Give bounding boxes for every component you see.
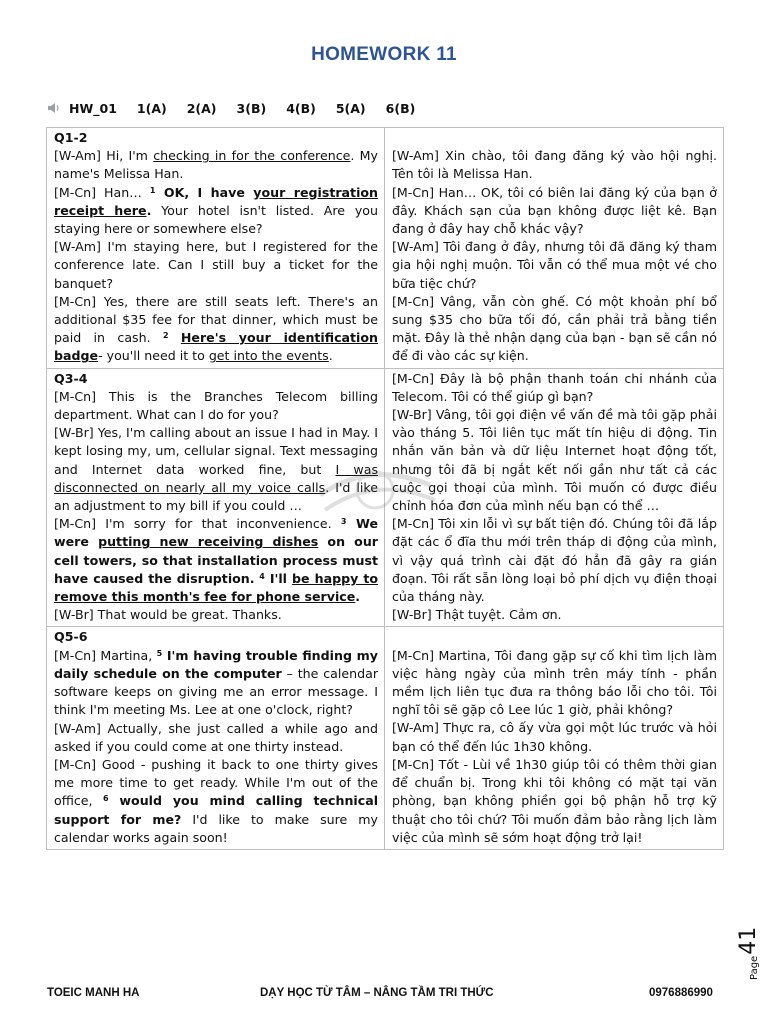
vietnamese-line: [M-Cn] Tốt - Lùi về 1h30 giúp tôi có thêm thời gian để chuẩn bị. Trong khi tôi không có mặt tại văn phòng, bạn không phiền gọi bộ phận hỗ trợ kỹ thuật cho tôi chứ? Tôi muốn đảm bảo rằng lịch làm việc của mình sẽ sớm hoạt động trở lại! [392, 756, 717, 845]
text-segment: . My name's Melissa Han. [54, 148, 378, 182]
transcript-row [47, 368, 724, 627]
text-segment: - you'll need it to [98, 348, 209, 364]
english-line [54, 756, 378, 847]
text-segment: would you mind calling technical support for me? [54, 793, 379, 827]
english-cell [47, 627, 385, 849]
vietnamese-cell [385, 128, 724, 369]
speaker-icon[interactable] [47, 102, 61, 114]
text-segment: [W-Am] I'm staying here, but I registered for the conference late. Can I still buy a ticket for the banquet? [54, 239, 378, 291]
text-segment: be happy to remove this month's fee for phone service [54, 570, 379, 605]
text-segment: . [146, 202, 152, 218]
question-marker: 2 [162, 331, 169, 341]
transcript-row [47, 627, 724, 849]
english-line [54, 238, 378, 293]
spacer [392, 628, 717, 646]
vietnamese-line: [W-Am] Xin chào, tôi đang đăng ký vào hội nghị. Tên tôi là Melissa Han. [392, 148, 717, 182]
english-cell [47, 368, 385, 627]
text-segment: . [355, 589, 361, 605]
footer-center: DẠY HỌC TỪ TÂM – NÂNG TẦM TRI THỨC [260, 987, 494, 999]
text-segment: [W-Am] Hi, I'm [54, 148, 154, 164]
text-segment: get into the events [208, 348, 329, 364]
english-line [54, 647, 378, 720]
page-number [732, 918, 760, 978]
spacer [392, 129, 717, 147]
question-label: Q3-4 [54, 370, 88, 386]
text-segment: OK, I have [155, 184, 254, 200]
english-line [54, 388, 378, 424]
answer-item: 3(B) [236, 100, 267, 116]
text-segment: [M-Cn] I'm sorry for that inconvenience. [54, 516, 341, 532]
text-segment: . I'd like an adjustment to my bill if you could … [54, 479, 378, 514]
text-segment: checking in for the conference [153, 148, 351, 164]
text-segment: [W-Br] That would be great. Thanks. [54, 607, 282, 623]
vietnamese-line: [W-Br] Thật tuyệt. Cảm ơn. [392, 607, 562, 623]
text-segment: I'm having trouble finding my daily schedule on the computer [54, 647, 378, 681]
question-marker: 5 [156, 648, 163, 658]
answer-key-label: HW_01 [69, 100, 117, 116]
vietnamese-line: [W-Br] Vâng, tôi gọi điện về vấn đề mà tôi gặp phải vào tháng 5. Tôi liên tục mất tín hiệu di động. Tin nhắn văn bản và dữ liệu Internet hoạt động tốt, nhưng tôi đã bị ngắt kết nối gần như tất cả các cuộc gọi thoại của mình. Tôi muốn có được điều chỉnh hóa đơn của mình nếu bạn có thể … [392, 407, 717, 514]
english-line [54, 606, 378, 624]
english-line [54, 184, 378, 239]
text-segment: [M-Cn] Martina, [54, 647, 157, 663]
page-word: Page [749, 955, 760, 980]
transcript-row [47, 128, 724, 369]
footer-right: 0976886990 [649, 987, 713, 999]
question-label: Q5-6 [54, 629, 88, 645]
english-line [54, 293, 378, 366]
page-number-value: 41 [736, 926, 761, 955]
text-segment [169, 330, 181, 345]
english-line [54, 515, 378, 606]
text-segment: [M-Cn] Good - pushing it back to one thirty gives me more time to get ready. While I'm out of the office, [54, 756, 378, 809]
english-line [54, 147, 378, 183]
english-line [54, 720, 378, 756]
text-segment: I'll [264, 570, 293, 586]
footer-left: TOEIC MANH HA [47, 987, 140, 999]
text-segment: putting new receiving dishes [98, 534, 319, 550]
vietnamese-line: [M-Cn] Han… OK, tôi có biên lai đăng ký của bạn ở đây. Khách sạn của bạn không được liệt kê. Bạn đang ở đây hay chỗ khác vậy? [392, 184, 717, 236]
answer-item: 6(B) [385, 100, 416, 116]
text-segment: [W-Br] Yes, I'm calling about an issue I had in May. I kept losing my, um, cellular signal. Text messaging and Internet data worked fine, but [54, 425, 378, 477]
vietnamese-line: [M-Cn] Vâng, vẫn còn ghế. Có một khoản phí bổ sung $35 cho bữa tối đó, cần phải trả bằng tiền mặt. Đây là thẻ nhận dạng của bạn - bạn sẽ cần nó để đi vào các sự kiện. [392, 293, 717, 364]
vietnamese-cell [385, 368, 724, 627]
question-marker: 1 [149, 185, 156, 195]
answer-key [47, 99, 435, 117]
answer-item: 4(B) [286, 100, 316, 116]
vietnamese-cell [385, 627, 724, 849]
text-segment: Here's your identification badge [54, 330, 378, 364]
page-title: HOMEWORK 11 [311, 44, 457, 65]
answer-item: 5(A) [335, 100, 366, 116]
text-segment: [M-Cn] Han… [54, 184, 150, 200]
answer-item: 2(A) [186, 100, 217, 116]
text-segment: Your hotel isn't listed. Are you staying here or somewhere else? [54, 202, 378, 237]
question-label: Q1-2 [54, 130, 88, 145]
text-segment: [W-Am] Actually, she just called a while ago and asked if you could come at one thirty instead. [54, 720, 378, 754]
question-marker: 4 [259, 571, 265, 581]
text-segment: We were [54, 516, 378, 550]
text-segment: – the calendar software keeps on giving me an error message. I think I'm meeting Ms. Lee at one o'clock, right? [54, 665, 379, 718]
vietnamese-line: [W-Am] Tôi đang ở đây, nhưng tôi đã đăng ký tham gia hội nghị muộn. Tôi vẫn có thể mua một vé cho bữa tiệc chứ? [392, 239, 717, 291]
text-segment: [M-Cn] This is the Branches Telecom billing department. What can I do for you? [54, 388, 378, 423]
text-segment: [M-Cn] Yes, there are still seats left. There's an additional $35 fee for that dinner, which must be paid in cash. [54, 293, 378, 346]
vietnamese-line: [M-Cn] Martina, Tôi đang gặp sự cố khi tìm lịch làm việc hàng ngày của mình trên máy tính - phần mềm lịch liên tục đưa ra thông báo lỗi cho tôi. Tôi nghĩ tôi sẽ gặp cô Lee lúc 1 giờ, phải không? [392, 647, 717, 718]
english-cell [47, 128, 385, 369]
text-segment: I was disconnected on nearly all my voice calls [54, 461, 379, 495]
text-segment: . [328, 348, 333, 364]
question-marker: 6 [103, 794, 109, 804]
text-segment: your registration receipt here [54, 184, 379, 218]
answer-item: 1(A) [136, 100, 167, 116]
vietnamese-line: [M-Cn] Tôi xin lỗi vì sự bất tiện đó. Chúng tôi đã lắp đặt các ổ đĩa thu mới trên tháp di động của mình, vì vậy quá trình cài đặt đó hẳn đã gây ra gián đoạn. Tôi rất sẵn lòng loại bỏ phí dịch vụ điện thoại của tháng này. [392, 516, 717, 605]
transcript-rows [47, 128, 724, 850]
transcript-table [46, 127, 724, 850]
english-line [54, 424, 378, 515]
question-marker: 3 [340, 517, 347, 527]
text-segment: on our cell towers, so that installation process must have caused the disruption. [54, 534, 379, 586]
vietnamese-line: [W-Am] Thực ra, cô ấy vừa gọi một lúc trước và hỏi bạn có thể đến lúc 1h30 không. [392, 720, 717, 754]
vietnamese-line: [M-Cn] Đây là bộ phận thanh toán chi nhánh của Telecom. Tôi có thể giúp gì bạn? [392, 370, 717, 404]
text-segment: I'd like to make sure my calendar works again soon! [54, 811, 378, 845]
